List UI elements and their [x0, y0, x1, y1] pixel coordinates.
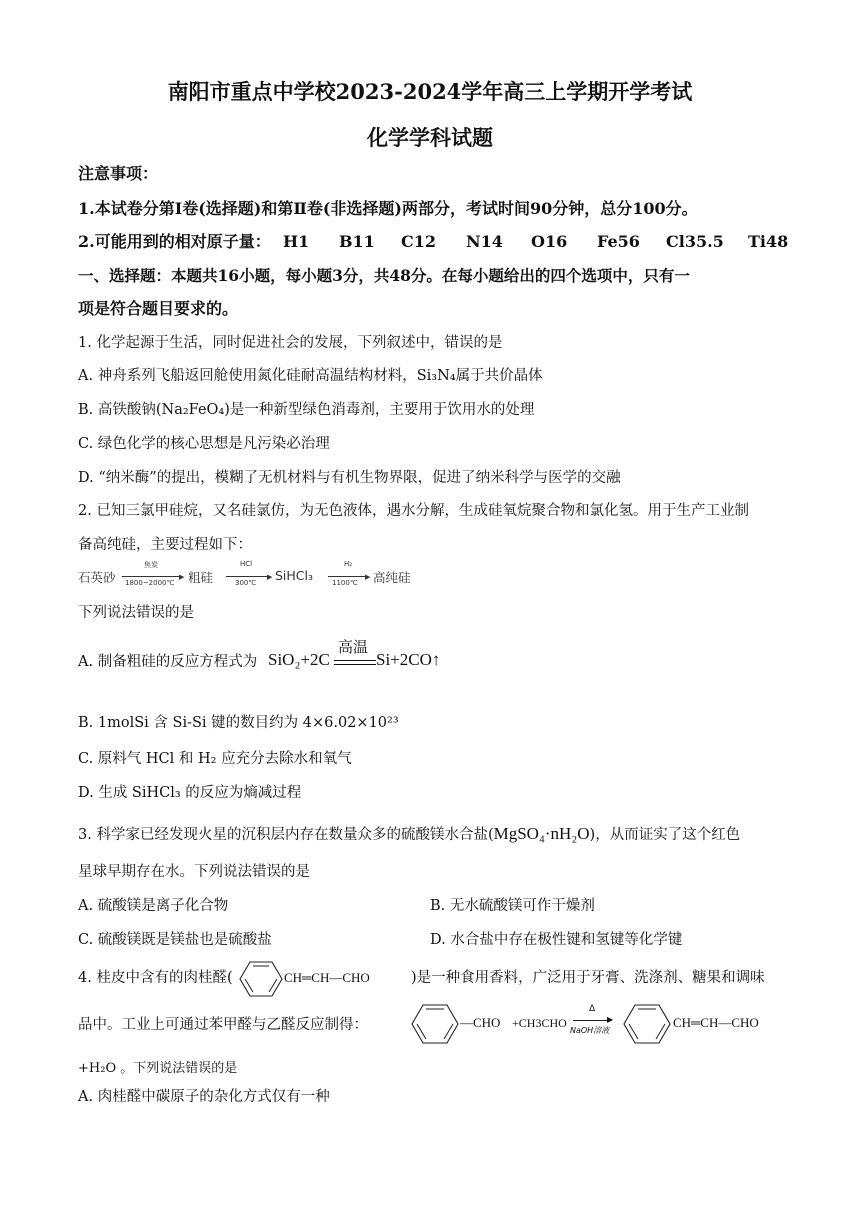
benzaldehyde-cho: —CHO — [460, 1015, 501, 1030]
flow-arrow-3-condition-bottom: 1100℃ — [332, 579, 358, 587]
equation-right: Si+2CO↑ — [376, 650, 441, 669]
q3-stem-1-post: )，从而证实了这个红色 — [589, 827, 741, 843]
q2-option-a-equation — [268, 636, 448, 680]
q2-option-c: C. 原料气 HCl 和 H₂ 应充分去除水和氧气 — [78, 751, 352, 767]
q2-option-a-prefix: A. 制备粗硅的反应方程式为 — [78, 654, 258, 670]
flow-arrow-2 — [226, 576, 270, 577]
flow-arrow-1-condition-bottom: 1800~2000℃ — [125, 579, 175, 587]
equation-left: SiO₂+2C — [268, 650, 330, 669]
atomic-mass: H1 — [283, 232, 310, 251]
cinnamaldehyde-chain: CH═CH—CHO — [284, 970, 370, 985]
cinnamaldehyde-benzene-ring — [238, 960, 284, 998]
q3-option-d: D. 水合盐中存在极性键和氢键等化学键 — [430, 932, 683, 948]
flow-arrow-2-condition-top: HCl — [240, 560, 253, 568]
q3-stem-1-pre: 3. 科学家已经发现火星的沉积层内存在数量众多的硫酸镁水合盐( — [78, 827, 494, 843]
atomic-mass: C12 — [401, 232, 436, 251]
equation-condition: 高温 — [338, 640, 369, 656]
product-chain: CH═CH—CHO — [673, 1015, 759, 1030]
q2-flow-diagram — [78, 560, 418, 590]
product-benzene-ring — [622, 1003, 672, 1045]
q1-option-a: A. 神舟系列飞船返回舱使用氮化硅耐高温结构材料，Si₃N₄属于共价晶体 — [78, 368, 543, 384]
q3-option-b: B. 无水硫酸镁可作干燥剂 — [430, 898, 595, 914]
reaction-condition-bottom: NaOH溶液 — [570, 1026, 610, 1035]
benzaldehyde-benzene-ring — [410, 1003, 460, 1045]
notice-heading: 注意事项： — [78, 164, 159, 183]
atomic-mass: B11 — [339, 232, 375, 251]
flow-step-sihcl3: SiHCl₃ — [275, 568, 314, 583]
notice-item-2 — [78, 232, 271, 252]
q2-ask: 下列说法错误的是 — [78, 605, 194, 621]
flow-step-crude-silicon: 粗硅 — [188, 570, 214, 585]
flow-arrow-2-condition-bottom: 300℃ — [235, 579, 257, 587]
q2-option-b: B. 1molSi 含 Si-Si 键的数目约为 4×6.02×10²³ — [78, 715, 399, 731]
atomic-mass: O16 — [531, 232, 568, 251]
atomic-mass: N14 — [466, 232, 503, 251]
q3-formula: MgSO₄·nH₂O — [493, 824, 590, 843]
flow-arrow-3-condition-top: H₂ — [344, 560, 353, 568]
q1-stem: 1. 化学起源于生活，同时促进社会的发展，下列叙述中，错误的是 — [78, 335, 503, 351]
q4-stem-2-pre: 品中。工业上可通过苯甲醛与乙醛反应制得： — [78, 1017, 368, 1033]
q3-option-c: C. 硫酸镁既是镁盐也是硫酸盐 — [78, 932, 272, 948]
reaction-arrow — [573, 1020, 611, 1021]
section-heading-1: 一、选择题：本题共16小题，每小题3分，共48分。在每小题给出的四个选项中，只有一 — [78, 266, 690, 285]
flow-arrow-3 — [328, 576, 368, 577]
flow-arrow-1-condition-top: 焦炭 — [144, 561, 158, 569]
q4-stem-1-pre: 4. 桂皮中含有的肉桂醛( — [78, 970, 233, 986]
flow-step-pure-silicon: 高纯硅 — [373, 570, 411, 585]
q1-option-b: B. 高铁酸钠(Na₂FeO₄)是一种新型绿色消毒剂，主要用于饮用水的处理 — [78, 402, 535, 418]
atomic-mass: Fe56 — [597, 232, 640, 251]
atomic-mass: Cl35.5 — [666, 232, 724, 251]
q2-stem-1: 2. 已知三氯甲硅烷，又名硅氯仿，为无色液体，遇水分解，生成硅氧烷聚合物和氯化氢。用于生产工业制 — [78, 503, 749, 519]
page-subtitle: 化学学科试题 — [367, 125, 493, 150]
flow-arrow-2-head: ▶ — [267, 573, 273, 581]
q2-option-a — [78, 652, 257, 672]
flow-arrow-1 — [122, 576, 182, 577]
reaction-arrow-head: ▶ — [607, 1015, 614, 1024]
equation-double-line — [334, 660, 376, 665]
atomic-mass: Ti48 — [748, 232, 789, 251]
q4-stem-3: +H₂O 。下列说法错误的是 — [78, 1061, 238, 1076]
q4-stem-1-post: )是一种食用香料，广泛用于牙膏、洗涤剂、糖果和调味 — [411, 970, 765, 986]
notice-item-1: 1.本试卷分第Ⅰ卷(选择题)和第Ⅱ卷(非选择题)两部分，考试时间90分钟，总分100分。 — [78, 199, 698, 218]
q3-option-a: A. 硫酸镁是离子化合物 — [78, 898, 229, 914]
q1-option-c: C. 绿色化学的核心思想是凡污染必治理 — [78, 436, 330, 452]
section-heading-2: 项是符合题目要求的。 — [78, 299, 239, 318]
page-title: 南阳市重点中学校2023-2024学年高三上学期开学考试 — [167, 79, 693, 104]
q3-stem-2: 星球早期存在水。下列说法错误的是 — [78, 864, 310, 880]
q2-stem-2: 备高纯硅，主要过程如下： — [78, 537, 252, 553]
reaction-condition-top: Δ — [589, 1004, 596, 1014]
q2-option-d: D. 生成 SiHCl₃ 的反应为熵减过程 — [78, 785, 302, 801]
acetaldehyde: +CH3CHO — [512, 1016, 567, 1030]
flow-step-quartz-sand: 石英砂 — [78, 570, 116, 585]
notice-item-2-label: 2.可能用到的相对原子量： — [78, 232, 271, 251]
q1-option-d: D. “纳米酶”的提出，模糊了无机材料与有机生物界限，促进了纳米科学与医学的交融 — [78, 470, 621, 486]
q4-option-a: A. 肉桂醛中碳原子的杂化方式仅有一种 — [78, 1089, 330, 1105]
flow-arrow-3-head: ▶ — [365, 573, 371, 581]
flow-arrow-1-head: ▶ — [179, 573, 185, 581]
q3-stem-1 — [78, 824, 740, 845]
